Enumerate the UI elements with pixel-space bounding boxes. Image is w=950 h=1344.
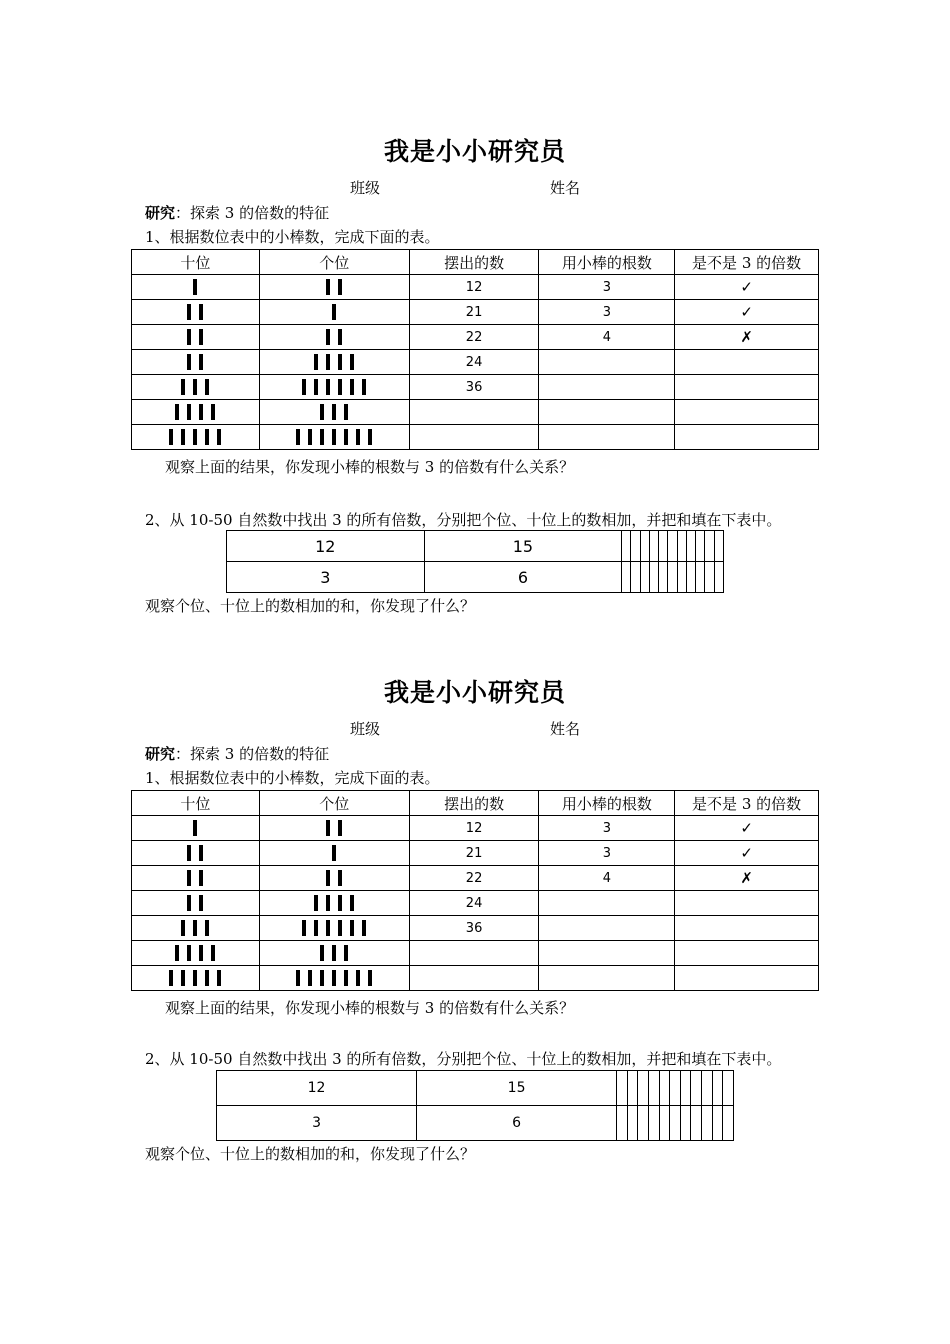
stick-icon xyxy=(181,379,185,395)
stick-icon xyxy=(332,845,336,861)
stick-icon xyxy=(320,429,324,445)
observation-2: 观察个位、十位上的数相加的和，你发现了什么？ xyxy=(145,1145,476,1163)
tens-sticks xyxy=(187,866,203,890)
digit-sum-cell: 6 xyxy=(417,1106,617,1141)
ones-sticks xyxy=(302,375,366,399)
stick-count-cell xyxy=(539,916,675,941)
column-header: 个位 xyxy=(259,250,409,275)
stick-count-cell xyxy=(539,941,675,966)
stick-count-cell xyxy=(539,966,675,991)
table-row xyxy=(132,300,819,325)
multiple-cell xyxy=(638,1071,649,1106)
table-row xyxy=(132,966,819,991)
stick-icon xyxy=(320,404,324,420)
research-label: 研究 xyxy=(145,204,176,222)
column-header: 摆出的数 xyxy=(409,791,539,816)
multiple-check-cell: ✓ xyxy=(675,300,819,325)
stick-count-cell: 4 xyxy=(539,325,675,350)
multiple-check-cell xyxy=(675,966,819,991)
ones-sticks xyxy=(326,275,342,299)
stick-icon xyxy=(332,945,336,961)
ones-sticks-cell xyxy=(259,325,409,350)
ones-sticks-cell xyxy=(259,966,409,991)
page-title: 我是小小研究员 xyxy=(383,678,566,707)
stick-icon xyxy=(193,820,197,836)
stick-icon xyxy=(326,820,330,836)
stick-icon xyxy=(193,920,197,936)
name-label: 姓名 xyxy=(550,179,581,197)
stick-icon xyxy=(199,895,203,911)
stick-icon xyxy=(338,379,342,395)
digit-sum-cell xyxy=(670,1106,681,1141)
ones-sticks-cell xyxy=(259,916,409,941)
digit-sum-cell xyxy=(680,1106,691,1141)
tens-sticks-cell xyxy=(132,816,260,841)
tens-sticks-cell xyxy=(132,891,260,916)
number-cell: 36 xyxy=(409,375,539,400)
ones-sticks-cell xyxy=(259,891,409,916)
stick-count-cell: 3 xyxy=(539,300,675,325)
research-text: ：探索 3 的倍数的特征 xyxy=(175,745,330,763)
stick-count-cell: 4 xyxy=(539,866,675,891)
multiple-cell xyxy=(680,1071,691,1106)
observation-2: 观察个位、十位上的数相加的和，你发现了什么？ xyxy=(145,597,476,615)
stick-icon xyxy=(175,404,179,420)
tens-sticks xyxy=(187,350,203,374)
ones-sticks-cell xyxy=(259,816,409,841)
ones-sticks-cell xyxy=(259,375,409,400)
tens-sticks-cell xyxy=(132,966,260,991)
stick-icon xyxy=(326,920,330,936)
research-line xyxy=(145,202,329,223)
table-row xyxy=(132,866,819,891)
stick-icon xyxy=(302,920,306,936)
stick-icon xyxy=(181,970,185,986)
number-cell xyxy=(409,425,539,450)
stick-icon xyxy=(314,895,318,911)
stick-icon xyxy=(181,920,185,936)
tens-sticks-cell xyxy=(132,300,260,325)
table-row xyxy=(132,891,819,916)
ones-sticks-cell xyxy=(259,275,409,300)
ones-sticks-cell xyxy=(259,350,409,375)
table-row xyxy=(132,325,819,350)
number-cell xyxy=(409,966,539,991)
stick-icon xyxy=(368,970,372,986)
stick-icon xyxy=(320,945,324,961)
stick-icon xyxy=(302,379,306,395)
ones-sticks-cell xyxy=(259,425,409,450)
number-cell: 22 xyxy=(409,325,539,350)
stick-icon xyxy=(338,895,342,911)
research-text: ：探索 3 的倍数的特征 xyxy=(175,204,330,222)
stick-icon xyxy=(199,404,203,420)
stick-icon xyxy=(199,329,203,345)
tens-sticks xyxy=(187,325,203,349)
class-label: 班级 xyxy=(350,179,381,197)
multiple-check-cell xyxy=(675,916,819,941)
stick-icon xyxy=(338,354,342,370)
stick-icon xyxy=(296,970,300,986)
stick-icon xyxy=(187,895,191,911)
ones-sticks xyxy=(326,866,342,890)
stick-icon xyxy=(199,354,203,370)
ones-sticks xyxy=(314,891,354,915)
ones-sticks xyxy=(296,425,372,449)
tens-sticks-cell xyxy=(132,275,260,300)
stick-icon xyxy=(181,429,185,445)
stick-icon xyxy=(187,870,191,886)
stick-icon xyxy=(205,379,209,395)
digit-sum-table xyxy=(216,1070,734,1141)
worksheet-2 xyxy=(0,541,950,1163)
multiple-check-cell xyxy=(675,941,819,966)
stick-icon xyxy=(350,354,354,370)
multiple-cell: 12 xyxy=(217,1071,417,1106)
column-header: 个位 xyxy=(259,791,409,816)
ones-sticks xyxy=(326,325,342,349)
multiple-check-cell: ✗ xyxy=(675,325,819,350)
stick-icon xyxy=(350,920,354,936)
research-label: 研究 xyxy=(145,745,176,763)
multiple-cell: 12 xyxy=(227,531,425,562)
multiple-cell: 15 xyxy=(417,1071,617,1106)
stick-icon xyxy=(211,945,215,961)
tens-sticks xyxy=(169,966,221,990)
stick-icon xyxy=(169,970,173,986)
column-header: 十位 xyxy=(132,250,260,275)
tens-sticks xyxy=(181,916,209,940)
multiple-cell xyxy=(702,1071,713,1106)
stick-icon xyxy=(169,429,173,445)
column-header: 用小棒的根数 xyxy=(539,250,675,275)
stick-icon xyxy=(332,304,336,320)
stick-icon xyxy=(338,920,342,936)
stick-icon xyxy=(193,429,197,445)
question-1: 1、根据数位表中的小棒数，完成下面的表。 xyxy=(145,228,440,246)
class-label: 班级 xyxy=(350,720,381,738)
table-header-row xyxy=(132,791,819,816)
stick-icon xyxy=(338,329,342,345)
tens-sticks xyxy=(187,300,203,324)
stick-icon xyxy=(314,379,318,395)
tens-sticks-cell xyxy=(132,941,260,966)
digit-sum-cell xyxy=(712,1106,723,1141)
digit-sum-cell xyxy=(617,1106,628,1141)
number-cell: 21 xyxy=(409,300,539,325)
ones-sticks xyxy=(320,400,348,424)
ones-sticks xyxy=(296,966,372,990)
column-header: 是不是 3 的倍数 xyxy=(675,791,819,816)
stick-icon xyxy=(314,354,318,370)
number-cell: 24 xyxy=(409,891,539,916)
multiple-check-cell: ✓ xyxy=(675,841,819,866)
multiple-check-cell xyxy=(675,375,819,400)
name-label: 姓名 xyxy=(550,720,581,738)
number-cell xyxy=(409,941,539,966)
stick-icon xyxy=(205,920,209,936)
digit-sum-cell: 3 xyxy=(217,1106,417,1141)
digit-sum-cell: 3 xyxy=(227,562,425,593)
column-header: 十位 xyxy=(132,791,260,816)
digit-sum-cell: 6 xyxy=(424,562,622,593)
question-2: 2、从 10-50 自然数中找出 3 的所有倍数，分别把个位、十位上的数相加，并把和填在下表中。 xyxy=(145,511,782,529)
stick-icon xyxy=(205,429,209,445)
stick-count-cell xyxy=(539,400,675,425)
stick-icon xyxy=(193,279,197,295)
stick-icon xyxy=(338,870,342,886)
ones-sticks xyxy=(332,300,336,324)
number-cell: 24 xyxy=(409,350,539,375)
ones-sticks-cell xyxy=(259,400,409,425)
ones-sticks-cell xyxy=(259,866,409,891)
ones-sticks xyxy=(326,816,342,840)
stick-icon xyxy=(320,970,324,986)
stick-icon xyxy=(344,970,348,986)
table-row xyxy=(132,816,819,841)
digit-sum-row xyxy=(217,1106,734,1141)
digit-sum-cell xyxy=(691,1106,702,1141)
multiple-check-cell xyxy=(675,350,819,375)
stick-icon xyxy=(326,329,330,345)
stick-icon xyxy=(344,404,348,420)
tens-sticks-cell xyxy=(132,866,260,891)
ones-sticks xyxy=(320,941,348,965)
stick-icon xyxy=(175,945,179,961)
table-row xyxy=(132,275,819,300)
stick-icon xyxy=(326,895,330,911)
number-cell: 21 xyxy=(409,841,539,866)
stick-count-cell: 3 xyxy=(539,816,675,841)
stick-count-cell xyxy=(539,350,675,375)
table-row xyxy=(132,916,819,941)
stick-icon xyxy=(344,429,348,445)
table-row xyxy=(132,941,819,966)
multiple-check-cell xyxy=(675,891,819,916)
digit-sum-cell xyxy=(723,1106,734,1141)
ones-sticks-cell xyxy=(259,941,409,966)
number-cell: 36 xyxy=(409,916,539,941)
stick-icon xyxy=(187,304,191,320)
stick-icon xyxy=(308,970,312,986)
place-value-table xyxy=(131,790,819,991)
stick-icon xyxy=(217,429,221,445)
stick-icon xyxy=(350,379,354,395)
multiple-cell xyxy=(627,1071,638,1106)
column-header: 摆出的数 xyxy=(409,250,539,275)
stick-icon xyxy=(332,970,336,986)
tens-sticks-cell xyxy=(132,375,260,400)
stick-icon xyxy=(326,379,330,395)
multiple-cell xyxy=(691,1071,702,1106)
stick-icon xyxy=(326,354,330,370)
stick-icon xyxy=(199,304,203,320)
stick-icon xyxy=(326,279,330,295)
multiple-row xyxy=(217,1071,734,1106)
multiple-check-cell: ✓ xyxy=(675,275,819,300)
stick-icon xyxy=(350,895,354,911)
multiple-cell: 15 xyxy=(424,531,622,562)
tens-sticks-cell xyxy=(132,400,260,425)
number-cell xyxy=(409,400,539,425)
observation-1: 观察上面的结果，你发现小棒的根数与 3 的倍数有什么关系？ xyxy=(165,458,575,476)
research-line xyxy=(145,743,329,764)
table-row xyxy=(132,425,819,450)
stick-icon xyxy=(187,404,191,420)
ones-sticks xyxy=(302,916,366,940)
ones-sticks xyxy=(314,350,354,374)
multiple-cell xyxy=(659,1071,670,1106)
tens-sticks-cell xyxy=(132,325,260,350)
stick-count-cell xyxy=(539,425,675,450)
stick-icon xyxy=(199,945,203,961)
table-row xyxy=(132,841,819,866)
tens-sticks xyxy=(193,275,197,299)
stick-icon xyxy=(368,429,372,445)
digit-sum-cell xyxy=(638,1106,649,1141)
digit-sum-cell xyxy=(627,1106,638,1141)
table-header-row xyxy=(132,250,819,275)
stick-icon xyxy=(187,354,191,370)
tens-sticks-cell xyxy=(132,350,260,375)
multiple-check-cell: ✗ xyxy=(675,866,819,891)
stick-icon xyxy=(362,379,366,395)
multiple-cell xyxy=(648,1071,659,1106)
question-2: 2、从 10-50 自然数中找出 3 的所有倍数，分别把个位、十位上的数相加，并把和填在下表中。 xyxy=(145,1050,782,1068)
stick-icon xyxy=(199,870,203,886)
multiple-check-cell xyxy=(675,425,819,450)
column-header: 是不是 3 的倍数 xyxy=(675,250,819,275)
stick-icon xyxy=(187,329,191,345)
tens-sticks xyxy=(193,816,197,840)
multiple-cell xyxy=(723,1071,734,1106)
digit-sum-cell xyxy=(702,1106,713,1141)
tens-sticks-cell xyxy=(132,841,260,866)
multiple-cell xyxy=(670,1071,681,1106)
tens-sticks xyxy=(187,891,203,915)
multiple-cell xyxy=(617,1071,628,1106)
stick-icon xyxy=(338,820,342,836)
stick-count-cell: 3 xyxy=(539,841,675,866)
multiple-check-cell: ✓ xyxy=(675,816,819,841)
ones-sticks-cell xyxy=(259,841,409,866)
number-cell: 12 xyxy=(409,275,539,300)
ones-sticks xyxy=(332,841,336,865)
page-title: 我是小小研究员 xyxy=(383,137,566,166)
digit-sum-cell xyxy=(648,1106,659,1141)
stick-icon xyxy=(356,429,360,445)
stick-icon xyxy=(344,945,348,961)
multiple-check-cell xyxy=(675,400,819,425)
stick-icon xyxy=(217,970,221,986)
tens-sticks xyxy=(169,425,221,449)
table-row xyxy=(132,400,819,425)
stick-icon xyxy=(199,845,203,861)
stick-icon xyxy=(308,429,312,445)
stick-icon xyxy=(326,870,330,886)
worksheet-1 xyxy=(0,0,950,615)
stick-icon xyxy=(332,404,336,420)
stick-icon xyxy=(211,404,215,420)
stick-icon xyxy=(356,970,360,986)
stick-icon xyxy=(205,970,209,986)
digit-sum-cell xyxy=(659,1106,670,1141)
stick-count-cell: 3 xyxy=(539,275,675,300)
observation-1: 观察上面的结果，你发现小棒的根数与 3 的倍数有什么关系？ xyxy=(165,999,575,1017)
number-cell: 12 xyxy=(409,816,539,841)
stick-icon xyxy=(314,920,318,936)
tens-sticks xyxy=(175,400,215,424)
stick-count-cell xyxy=(539,891,675,916)
stick-icon xyxy=(362,920,366,936)
multiple-cell xyxy=(712,1071,723,1106)
stick-icon xyxy=(296,429,300,445)
table-row xyxy=(132,350,819,375)
stick-icon xyxy=(193,970,197,986)
stick-icon xyxy=(187,845,191,861)
column-header: 用小棒的根数 xyxy=(539,791,675,816)
ones-sticks-cell xyxy=(259,300,409,325)
tens-sticks xyxy=(181,375,209,399)
question-1: 1、根据数位表中的小棒数，完成下面的表。 xyxy=(145,769,440,787)
stick-icon xyxy=(193,379,197,395)
tens-sticks xyxy=(187,841,203,865)
stick-count-cell xyxy=(539,375,675,400)
stick-icon xyxy=(187,945,191,961)
tens-sticks-cell xyxy=(132,916,260,941)
number-cell: 22 xyxy=(409,866,539,891)
place-value-table xyxy=(131,249,819,450)
tens-sticks-cell xyxy=(132,425,260,450)
stick-icon xyxy=(338,279,342,295)
stick-icon xyxy=(332,429,336,445)
tens-sticks xyxy=(175,941,215,965)
table-row xyxy=(132,375,819,400)
